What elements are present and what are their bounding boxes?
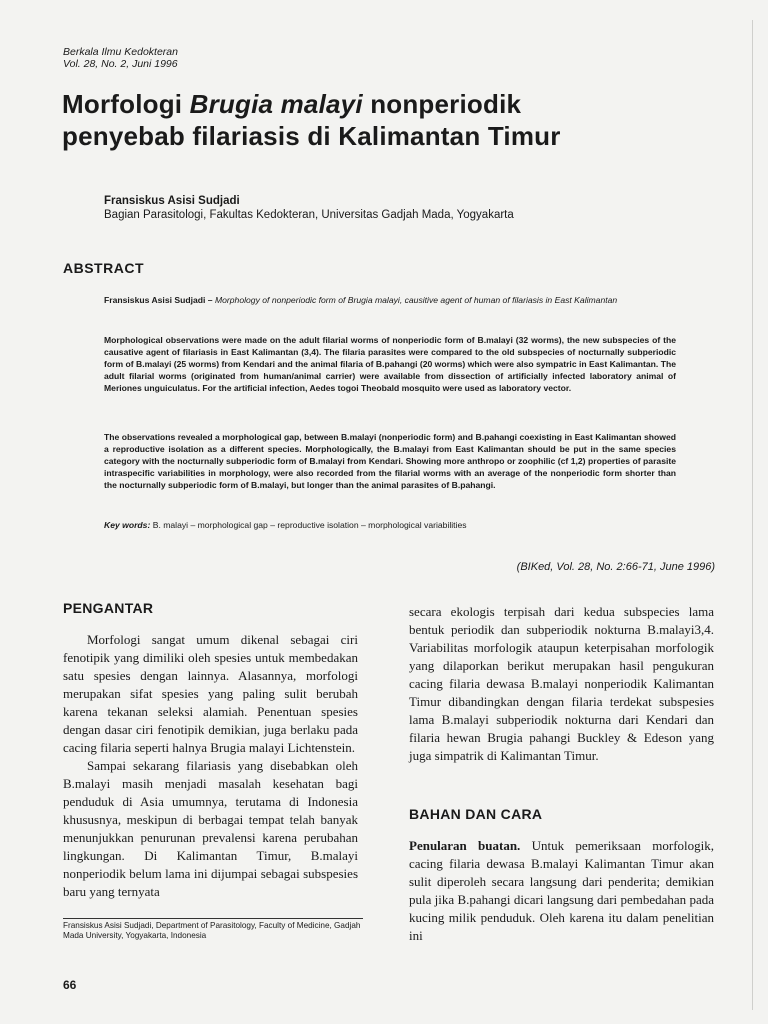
- bahan-lead: Penularan buatan.: [409, 838, 521, 853]
- citation: (BIKed, Vol. 28, No. 2:66-71, June 1996): [516, 561, 715, 573]
- footnote: Fransiskus Asisi Sudjadi, Department of Parasitology, Faculty of Medicine, Gadjah Mada University, Yogyakarta, Indonesia: [63, 921, 361, 940]
- bahan-paragraph-1: Untuk pemeriksaan morfologik, cacing filaria dewasa B.malayi Kalimantan Timur akan sulit diperoleh secara langsung dari penderita; demikian pula jika B.pahangi dicari langsung dari pembedahan pada kucing milik penduduk. Oleh karena itu dalam penelitian ini: [409, 838, 714, 943]
- keywords: [104, 519, 676, 531]
- title-part2: nonperiodik: [362, 89, 522, 119]
- footnote-divider: [63, 918, 363, 919]
- left-column: [63, 631, 358, 901]
- abstract-paragraph-2: The observations revealed a morphological gap, between B.malayi (nonperiodic form) and B.pahangi coexisting in East Kalimantan showed a reproductive isolation as a different species. Morphologically, the B.malayi from East Kalimantan should be put in the same species category with the nocturnally subperiodic form of B.malayi from Kendari. Showing more anthropo or zoophilic (cf 1,2) properties of parasite intraspecific variabilities in morphology, were also recorded from the filarial worms with an average of the nonperiodic form shorter than the nocturnally subperiodic form of B.malayi, but longer than the animal parasites of B.pahangi.: [104, 432, 676, 490]
- right-paragraph-1: secara ekologis terpisah dari kedua subspecies lama bentuk periodik dan subperiodik nokturna B.malayi3,4. Variabilitas morfologik ataupun keterpisahan morfologik yang dilaporkan berikut merupakan hasil pengukuran cacing filaria dewasa B.malayi nonperiodik Kalimantan Timur dibandingkan dengan filaria terdekat subspesies lama B.malayi subperiodik nokturna dari Kendari dan filaria hewan Brugia pahangi Buckley & Edeson yang juga simpatrik di Kalimantan Timur.: [409, 604, 714, 763]
- author-affiliation: Bagian Parasitologi, Fakultas Kedokteran, Universitas Gadjah Mada, Yogyakarta: [104, 209, 514, 221]
- abstract-byline: [104, 294, 676, 306]
- scan-edge-line: [752, 20, 753, 1010]
- journal-name: Berkala Ilmu Kedokteran: [63, 46, 178, 58]
- keywords-list: B. malayi – morphological gap – reproductive isolation – morphological variabilities: [152, 520, 467, 530]
- title-species: Brugia malayi: [189, 89, 363, 119]
- title-part1: Morfologi: [62, 89, 190, 119]
- abstract-heading: ABSTRACT: [63, 260, 144, 276]
- journal-header: [63, 46, 178, 70]
- page-number: 66: [63, 978, 77, 992]
- article-title: [62, 88, 722, 152]
- right-column-top: [409, 603, 714, 765]
- section-heading-pengantar: PENGANTAR: [63, 600, 154, 616]
- abstract-byline-author: Fransiskus Asisi Sudjadi –: [104, 295, 215, 305]
- abstract-byline-title: Morphology of nonperiodic form of Brugia malayi, causitive agent of human of filariasis in East Kalimantan: [214, 295, 618, 305]
- abstract-paragraph-1: Morphological observations were made on the adult filarial worms of nonperiodic form of B.malayi (32 worms), the new subspecies of the causative agent of filariasis in East Kalimantan (3,4). The filaria parasites were compared to the old subspecies of nocturnally subperiodic form of B.malayi (25 worms) from Kendari and the animal filaria of B.pahangi (20 worms) which were also sympatric in East Kalimantan. The adult filarial worms (originated from human/animal carrier) were available from dissection of artificially infected laboratory animal of Meriones unguiculatus. For the artificial infection, Aedes togoi Theobald mosquito were used as laboratory vector.: [104, 335, 676, 393]
- author-name: Fransiskus Asisi Sudjadi: [104, 195, 240, 207]
- journal-volume: Vol. 28, No. 2, Juni 1996: [63, 58, 178, 70]
- title-line2: penyebab filariasis di Kalimantan Timur: [62, 121, 561, 151]
- pengantar-paragraph-2: Sampai sekarang filariasis yang disebabkan oleh B.malayi masih menjadi masalah kesehatan bagi penduduk di Asia umumnya, terutama di Indonesia khususnya, meskipun di berbagai tempat telah banyak menunjukkan penurunan prevalensi karena perubahan lingkungan. Di Kalimantan Timur, B.malayi nonperiodik belum lama ini dijumpai sebagai subspesies baru yang ternyata: [63, 758, 358, 899]
- section-heading-bahan-dan-cara: BAHAN DAN CARA: [409, 806, 543, 822]
- pengantar-paragraph-1: Morfologi sangat umum dikenal sebagai ciri fenotipik yang dimiliki oleh spesies untuk membedakan satu spesies dengan lainnya. Alasannya, morfologi merupakan sifat spesies yang paling sulit berubah karena tekanan seleksi alamiah. Penentuan spesies dengan dasar ciri fenotipik demikian, juga berlaku pada cacing filaria seperti halnya Brugia malayi Lichtenstein.: [63, 632, 358, 755]
- right-column-bottom: [409, 837, 714, 945]
- keywords-label: Key words:: [104, 520, 153, 530]
